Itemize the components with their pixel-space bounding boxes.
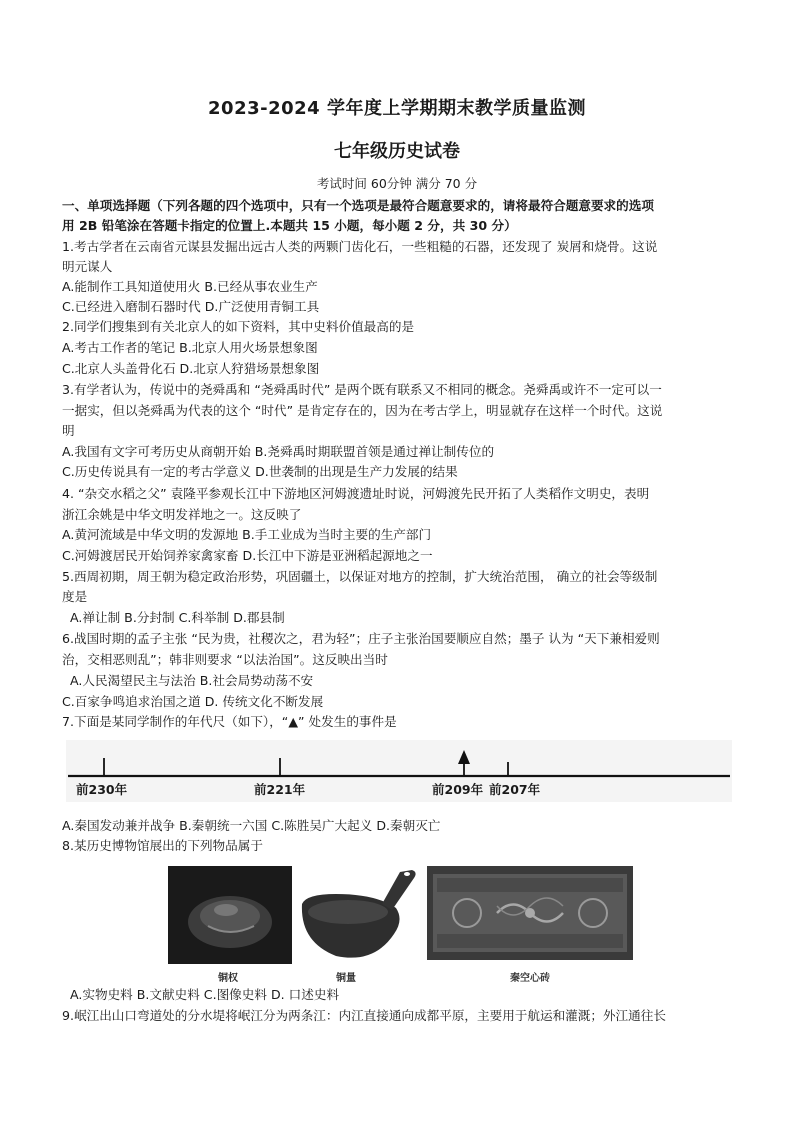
timeline-label-230: 前230年 xyxy=(76,782,128,797)
section-instruction-1: 一、单项选择题（下列各题的四个选项中，只有一个选项是最符合题意要求的，请将最符合题意要求的选项 xyxy=(62,198,654,213)
exam-title: 2023-2024 学年度上学期期末教学质量监测 xyxy=(208,98,586,119)
q2-options-ab: A.考古工作者的笔记 B.北京人用火场景想象图 xyxy=(62,340,318,355)
q1-options-ab: A.能制作工具知道使用火 B.已经从事农业生产 xyxy=(62,279,318,294)
q7-options: A.秦国发动兼并战争 B.秦朝统一六国 C.陈胜吴广大起义 D.秦朝灭亡 xyxy=(62,818,441,833)
q7-stem-1: 7.下面是某同学制作的年代尺（如下），“▲” 处发生的事件是 xyxy=(62,714,397,729)
q6-stem-2: 治，交相恶则乱”；韩非则要求 “以法治国”。这反映出当时 xyxy=(62,652,388,667)
bronze-measure-image xyxy=(296,864,422,964)
q4-options-cd: C.河姆渡居民开始饲养家禽家畜 D.长江中下游是亚洲稻起源地之一 xyxy=(62,548,433,563)
exam-subject: 七年级历史试卷 xyxy=(334,141,460,162)
section-instruction-2: 用 2B 铅笔涂在答题卡指定的位置上.本题共 15 小题，每小题 2 分，共 30 分） xyxy=(62,218,517,233)
q5-stem-1: 5.西周初期，周王朝为稳定政治形势，巩固疆土，以保证对地方的控制，扩大统治范围， 确立的社会等级制 xyxy=(62,569,658,584)
q8-stem-1: 8.某历史博物馆展出的下列物品属于 xyxy=(62,838,263,853)
q5-stem-2: 度是 xyxy=(62,589,88,604)
q2-options-cd: C.北京人头盖骨化石 D.北京人狩猎场景想象图 xyxy=(62,361,320,376)
q3-stem-2: 一据实，但以尧舜禹为代表的这个 “时代” 是肯定存在的，因为在考古学上，明显就存在这样一个时代。这说 xyxy=(62,403,663,418)
q3-stem-3: 明 xyxy=(62,423,75,438)
q4-options-ab: A.黄河流域是中华文明的发源地 B.手工业成为当时主要的生产部门 xyxy=(62,527,432,542)
caption-qin-brick: 秦空心砖 xyxy=(510,973,550,984)
q3-options-ab: A.我国有文字可考历史从商朝开始 B.尧舜禹时期联盟首领是通过禅让制传位的 xyxy=(62,444,495,459)
q9-stem-1: 9.岷江出山口弯道处的分水堤将岷江分为两条江：内江直接通向成都平原，主要用于航运和灌溉；外江通往长 xyxy=(62,1008,666,1023)
q3-stem-1: 3.有学者认为，传说中的尧舜禹和 “尧舜禹时代” 是两个既有联系又不相同的概念。尧舜禹或许不一定可以一 xyxy=(62,382,662,397)
caption-bronze-measure: 铜量 xyxy=(336,973,356,984)
q8-options: A.实物史料 B.文献史料 C.图像史料 D. 口述史料 xyxy=(70,987,340,1002)
q4-stem-2: 浙江余姚是中华文明发祥地之一。这反映了 xyxy=(62,507,302,522)
bronze-measure-drawing xyxy=(296,864,422,964)
q6-options-ab: A.人民渴望民主与法治 B.社会局势动荡不安 xyxy=(70,673,314,688)
q6-options-cd: C.百家争鸣追求治国之道 D. 传统文化不断发展 xyxy=(62,694,324,709)
bronze-weight-drawing xyxy=(168,866,292,964)
q6-stem-1: 6.战国时期的孟子主张 “民为贵，社稷次之，君为轻”；庄子主张治国要顺应自然；墨子 认为 “天下兼相爱则 xyxy=(62,631,660,646)
timeline-label-209: 前209年 xyxy=(432,782,484,797)
q2-stem-1: 2.同学们搜集到有关北京人的如下资料，其中史料价值最高的是 xyxy=(62,319,415,334)
bronze-weight-image xyxy=(168,866,292,964)
q1-stem-2: 明元谋人 xyxy=(62,259,113,274)
q1-options-cd: C.已经进入磨制石器时代 D.广泛使用青铜工具 xyxy=(62,299,320,314)
timeline-label-221: 前221年 xyxy=(254,782,306,797)
caption-bronze-weight: 铜权 xyxy=(218,973,238,984)
q1-stem-1: 1.考古学者在云南省元谋县发掘出远古人类的两颗门齿化石，一些粗糙的石器，还发现了 炭屑和烧骨。这说 xyxy=(62,239,658,254)
qin-hollow-brick-image xyxy=(427,866,633,960)
timeline-marker-triangle xyxy=(458,750,470,764)
exam-info: 考试时间 60分钟 满分 70 分 xyxy=(316,176,478,191)
timeline-ruler xyxy=(66,740,732,802)
q4-stem-1: 4. “杂交水稻之父” 袁隆平参观长江中下游地区河姆渡遗址时说，河姆渡先民开拓了人类稻作文明史，表明 xyxy=(62,486,650,501)
q5-options: A.禅让制 B.分封制 C.科举制 D.郡县制 xyxy=(70,610,285,625)
q3-options-cd: C.历史传说具有一定的考古学意义 D.世袭制的出现是生产力发展的结果 xyxy=(62,464,458,479)
timeline-label-207: 前207年 xyxy=(489,782,541,797)
qin-hollow-brick-drawing xyxy=(427,866,633,960)
timeline-graphic xyxy=(66,740,732,802)
